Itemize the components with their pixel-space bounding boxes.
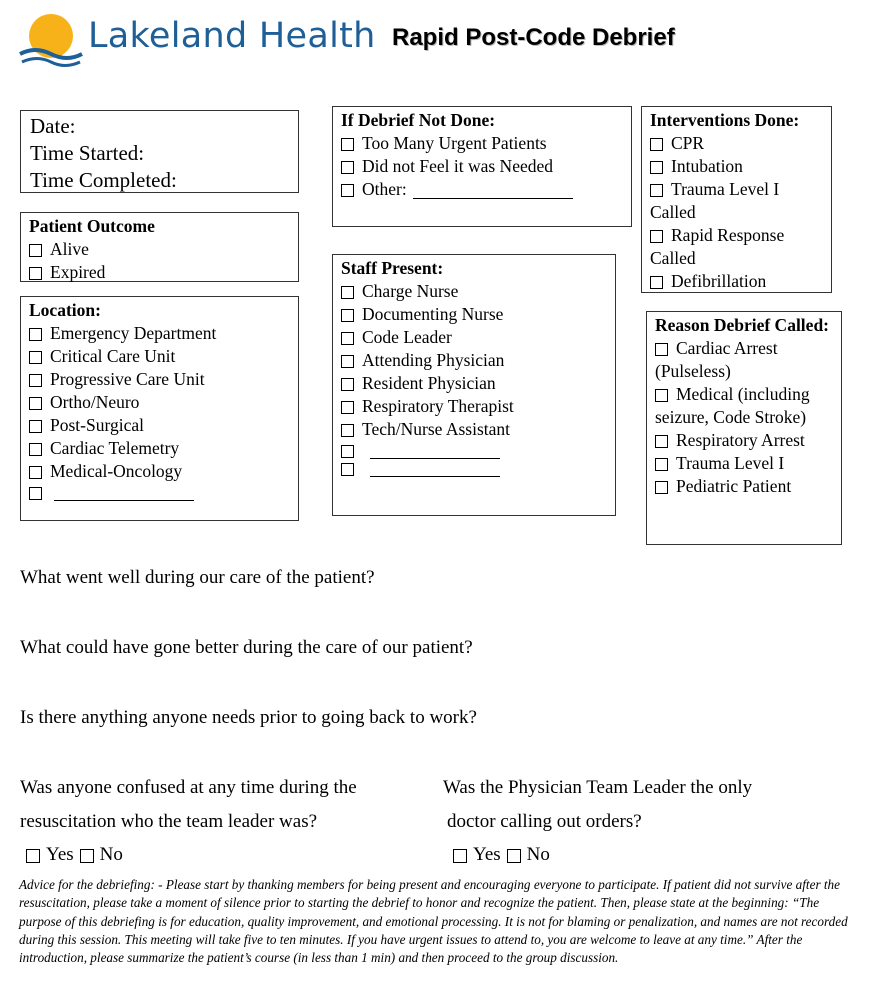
date-time-box (20, 110, 299, 193)
leader-no-checkbox[interactable] (507, 849, 521, 863)
location-item[interactable]: Progressive Care Unit (29, 368, 290, 391)
reason-item[interactable]: Trauma Level I (655, 452, 833, 475)
checkbox[interactable] (341, 309, 354, 322)
checkbox[interactable] (650, 230, 663, 243)
interventions-box (641, 106, 832, 293)
question-went-well: What went well during our care of the patient? (20, 567, 375, 588)
checkbox[interactable] (29, 420, 42, 433)
reason-heading: Reason Debrief Called: (655, 315, 830, 335)
location-item[interactable]: Emergency Department (29, 322, 290, 345)
location-box (20, 296, 299, 521)
checkbox[interactable] (341, 401, 354, 414)
intervention-item[interactable]: Defibrillation (650, 270, 823, 293)
interventions-heading: Interventions Done: (650, 110, 800, 130)
question-confused-line2: resuscitation who the team leader was? (20, 811, 318, 832)
staff-item[interactable]: Resident Physician (341, 372, 607, 395)
checkbox[interactable] (650, 161, 663, 174)
location-heading: Location: (29, 300, 101, 320)
brand-name: Lakeland Health (88, 16, 376, 56)
not-done-other-line[interactable] (413, 181, 573, 199)
staff-item[interactable]: Documenting Nurse (341, 303, 607, 326)
no-label: No (99, 844, 123, 865)
staff-other-line[interactable] (370, 441, 500, 459)
location-item[interactable]: Cardiac Telemetry (29, 437, 290, 460)
leader-yes-no (453, 844, 550, 866)
checkbox[interactable] (29, 443, 42, 456)
checkbox[interactable] (655, 343, 668, 356)
checkbox[interactable] (29, 267, 42, 280)
question-leader-line1: Was the Physician Team Leader the only (443, 777, 753, 798)
checkbox[interactable] (341, 184, 354, 197)
checkbox[interactable] (341, 355, 354, 368)
yes-label: Yes (473, 844, 501, 865)
reason-item[interactable]: Cardiac Arrest (Pulseless) (655, 338, 778, 381)
checkbox[interactable] (341, 463, 354, 476)
question-leader-line2: doctor calling out orders? (447, 811, 642, 832)
location-item[interactable]: Post-Surgical (29, 414, 290, 437)
checkbox[interactable] (650, 184, 663, 197)
date-label: Date: (30, 114, 76, 138)
intervention-item[interactable]: CPR (650, 132, 823, 155)
staff-item[interactable]: Tech/Nurse Assistant (341, 418, 607, 441)
not-done-other[interactable]: Other: (341, 178, 623, 201)
no-label: No (526, 844, 550, 865)
checkbox[interactable] (341, 378, 354, 391)
question-needs: Is there anything anyone needs prior to going back to work? (20, 707, 477, 728)
intervention-item[interactable]: Rapid Response Called (650, 225, 785, 268)
location-other[interactable] (29, 483, 290, 501)
location-item[interactable]: Critical Care Unit (29, 345, 290, 368)
checkbox[interactable] (655, 481, 668, 494)
checkbox[interactable] (29, 244, 42, 257)
time-started-label: Time Started: (30, 141, 145, 165)
outcome-expired[interactable]: Expired (29, 261, 290, 284)
checkbox[interactable] (341, 445, 354, 458)
intervention-item[interactable]: Intubation (650, 155, 823, 178)
checkbox[interactable] (341, 161, 354, 174)
staff-item[interactable]: Charge Nurse (341, 280, 607, 303)
checkbox[interactable] (29, 397, 42, 410)
staff-present-box (332, 254, 616, 516)
location-item[interactable]: Ortho/Neuro (29, 391, 290, 414)
checkbox[interactable] (341, 424, 354, 437)
debrief-advice-text: Advice for the debriefing: - Please start by thanking members for being present and encouraging everyone to participate. If patient did not survive after the resuscitation, please take a moment of silence prior to starting the debrief to honor and recognize the patient. Then, please state at the beginning: “The purpose of this debriefing is for education, quality improvement, and emotional processing. It is not for blaming or penalization, and names are not recorded during this session. This meeting will take five to ten minutes. If you have urgent issues to attend to, you are welcome to leave at any time.” After the introduction, please summarize the patient’s course (in less than 1 min) and then proceed to the group discussion. (19, 877, 848, 966)
checkbox[interactable] (29, 487, 42, 500)
staff-other[interactable] (341, 441, 607, 459)
reason-item[interactable]: Pediatric Patient (655, 475, 833, 498)
reason-box (646, 311, 842, 545)
checkbox[interactable] (341, 286, 354, 299)
checkbox[interactable] (29, 351, 42, 364)
staff-item[interactable]: Attending Physician (341, 349, 607, 372)
confused-yes-checkbox[interactable] (26, 849, 40, 863)
staff-item[interactable]: Respiratory Therapist (341, 395, 607, 418)
checkbox[interactable] (655, 458, 668, 471)
form-title: Rapid Post-Code Debrief (392, 24, 675, 51)
not-done-heading: If Debrief Not Done: (341, 110, 496, 130)
confused-yes-no (26, 844, 123, 866)
checkbox[interactable] (341, 138, 354, 151)
outcome-alive[interactable]: Alive (29, 238, 290, 261)
staff-other-line[interactable] (370, 459, 500, 477)
question-confused-line1: Was anyone confused at any time during the (20, 777, 357, 798)
checkbox[interactable] (655, 435, 668, 448)
checkbox[interactable] (655, 389, 668, 402)
location-other-line[interactable] (54, 483, 194, 501)
intervention-item[interactable]: Trauma Level I Called (650, 179, 780, 222)
checkbox[interactable] (29, 328, 42, 341)
location-item[interactable]: Medical-Oncology (29, 460, 290, 483)
not-done-item[interactable]: Did not Feel it was Needed (341, 155, 623, 178)
checkbox[interactable] (650, 138, 663, 151)
lakeland-logo-icon (18, 10, 84, 68)
checkbox[interactable] (29, 374, 42, 387)
reason-item[interactable]: Respiratory Arrest (655, 429, 833, 452)
staff-other[interactable] (341, 459, 607, 477)
checkbox[interactable] (29, 466, 42, 479)
staff-item[interactable]: Code Leader (341, 326, 607, 349)
debrief-not-done-box (332, 106, 632, 227)
confused-no-checkbox[interactable] (80, 849, 94, 863)
patient-outcome-heading: Patient Outcome (29, 216, 155, 236)
not-done-item[interactable]: Too Many Urgent Patients (341, 132, 623, 155)
reason-item[interactable]: Medical (including seizure, Code Stroke) (655, 384, 810, 427)
yes-label: Yes (46, 844, 74, 865)
checkbox[interactable] (650, 276, 663, 289)
checkbox[interactable] (341, 332, 354, 345)
time-completed-label: Time Completed: (30, 168, 177, 192)
staff-heading: Staff Present: (341, 258, 444, 278)
question-better: What could have gone better during the care of our patient? (20, 637, 473, 658)
patient-outcome-box (20, 212, 299, 282)
leader-yes-checkbox[interactable] (453, 849, 467, 863)
